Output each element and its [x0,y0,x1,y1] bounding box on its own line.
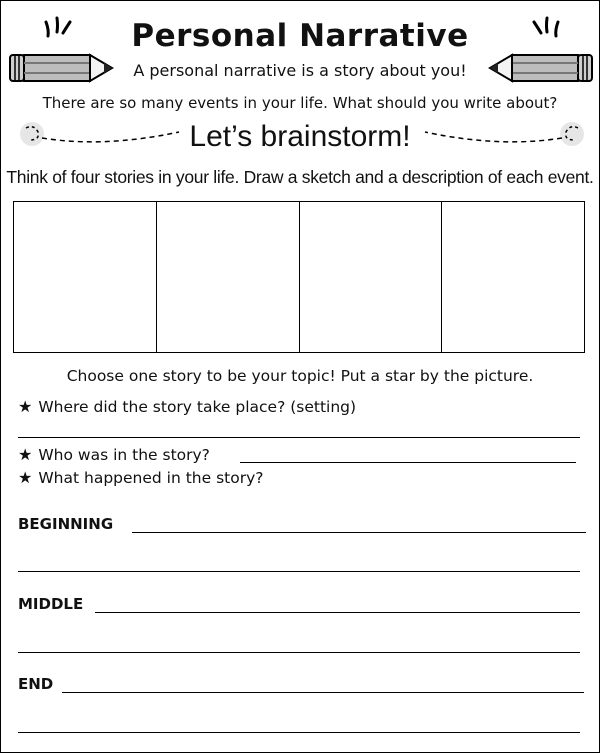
star-icon: ★ [18,445,33,464]
sketch-box-4[interactable] [442,202,584,352]
end-label: END [18,675,54,693]
instructions: Think of four stories in your life. Draw a sketch and a description of each event. [6,167,594,187]
sketch-box-3[interactable] [300,202,443,352]
middle-line-2[interactable] [18,652,580,653]
beginning-label: BEGINNING [18,515,114,533]
what-text: What happened in the story? [38,469,264,487]
middle-line-1[interactable] [95,612,580,613]
beginning-line-1[interactable] [132,532,586,533]
star-icon: ★ [18,397,33,416]
middle-label: MIDDLE [18,595,84,613]
star-icon: ★ [18,468,33,487]
end-line-1[interactable] [62,692,584,693]
who-text: Who was in the story? [38,446,210,464]
sketch-box-1[interactable] [14,202,157,352]
what-prompt [18,468,264,487]
sketch-boxes [13,201,585,353]
who-answer-line[interactable] [240,462,576,463]
brainstorm-heading: Let’s brainstorm! [189,120,411,153]
choose-instruction: Choose one story to be your topic! Put a star by the picture. [66,367,534,385]
end-line-2[interactable] [18,732,580,733]
where-text: Where did the story take place? (setting) [38,398,357,416]
where-prompt [18,397,356,416]
who-prompt [18,445,210,464]
intro-question: There are so many events in your life. What should you write about? [42,94,558,112]
subtitle: A personal narrative is a story about you! [133,61,467,80]
beginning-line-2[interactable] [18,571,580,572]
page-title: Personal Narrative [131,18,469,54]
sketch-box-2[interactable] [157,202,300,352]
where-answer-line[interactable] [18,437,580,438]
